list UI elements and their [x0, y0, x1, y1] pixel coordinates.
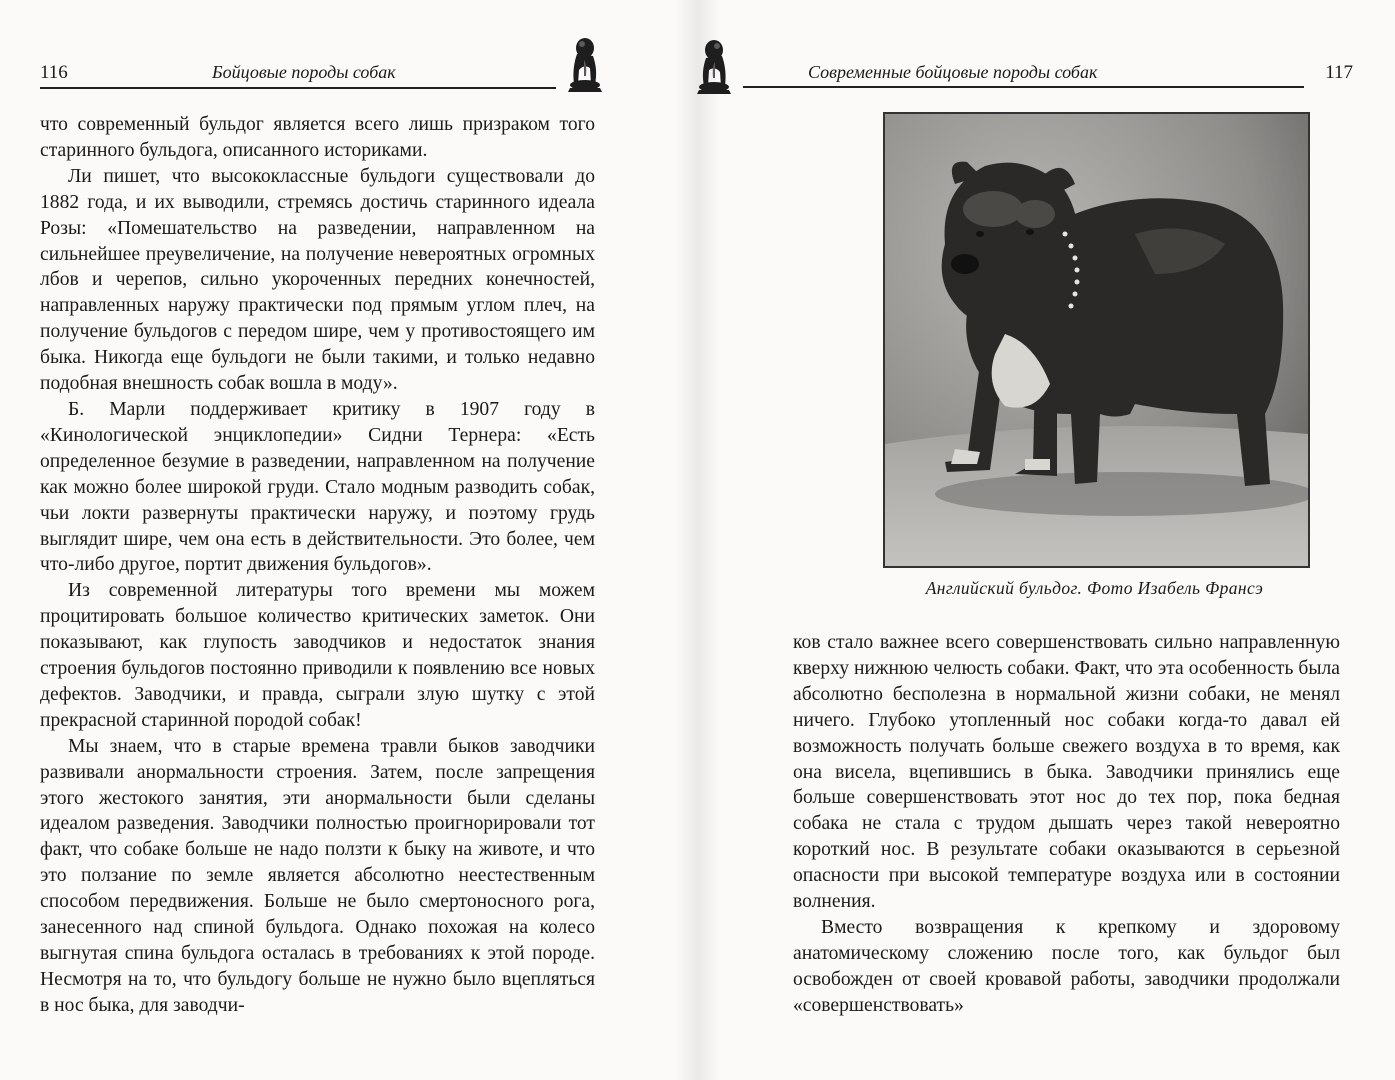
dog-statue-icon: [560, 34, 604, 94]
paragraph: ков стало важнее всего совершенствовать сильно направленную кверху нижнюю челюсть собаки. Факт, что эта особенность была абсолютно бесполезна в нормальной жизни собаки, не менял ничего. Глубоко утопленный нос собаки когда-то давал ей возможность получать больше свежего воздуха в то время, как она висела, вцепившись в быка. Заводчики принялись еще больше совершенствовать этот нос до тех пор, пока бедная собака не стала с трудом дышать через такой невероятно короткий нос. В результате собаки оказываются в серьезной опасности при высокой температуре воздуха или в состоянии волнения.: [793, 632, 1340, 913]
figure-caption: Английский бульдог. Фото Изабель Франсэ: [925, 578, 1264, 598]
paragraph: Мы знаем, что в старые времена травли быков заводчики развивали анормальности строения. Затем, после запрещения этого жестокого занятия, эти анормальности были сделаны идеалом разведения. Заводчики полностью проигнорировали тот факт, что собаке больше не надо ползти к быку на животе, и что это ползание по земле является абсолютно неестественным способом передвижения. Больше не было смертоносного рога, занесенного над спиной бульдога. Однако похожая на колесо выгнутая спина бульдога осталась в требованиях к этой породе. Несмотря на то, что бульдогу больше не нужно было вцепляться в нос быка, для заводчи-: [40, 735, 595, 1016]
paragraph: что современный бульдог является всего лишь призраком того старинного бульдога, описанного историками.: [40, 114, 595, 161]
left-body-text: [40, 112, 595, 1019]
paragraph: Из современной литературы того времени мы можем процитировать большое количество критических заметок. Они показывают, как глупость заводчиков и недостаток знания строения бульдогов постоянно приводили к появлению все новых дефектов. Заводчики, и правда, сыграли злую шутку с этой прекрасной старинной породой собак!: [40, 580, 595, 731]
right-body-text: [793, 630, 1340, 1019]
paragraph: Ли пишет, что высококлассные бульдоги существовали до 1882 года, и их выводили, стремясь достичь старинного идеала Розы: «Помешательство на разведении, направленном на сильнейшее преувеличение, на получение невероятных огромных лбов и черепов, сильно укороченных передних конечностей, направленных наружу практически под прямым углом плеч, на получение бульдогов с передом шире, чем у противостоящего им быка. Никогда еще бульдоги не были такими, и только недавно подобная внешность собак вошла в моду».: [40, 165, 595, 395]
left-running-title: Бойцовые породы собак: [212, 62, 396, 82]
right-page-header: [793, 40, 1353, 90]
left-page-number: 116: [40, 62, 68, 83]
left-header-rule: [40, 87, 556, 89]
right-page-number: 117: [1325, 62, 1353, 83]
bulldog-photo: [883, 112, 1310, 568]
paragraph: Вместо возвращения к крепкому и здоровому анатомическому сложению после того, как бульдог был освобожден от своей кровавой работы, заводчики продолжали «совершенствовать»: [793, 916, 1340, 1016]
dog-statue-icon: [695, 36, 739, 96]
right-running-title: Современные бойцовые породы собак: [808, 62, 1098, 82]
right-page: [697, 0, 1395, 1080]
left-page-header: [40, 40, 640, 90]
left-page: [0, 0, 697, 1080]
right-header-rule: [743, 86, 1304, 88]
paragraph: Б. Марли поддерживает критику в 1907 году в «Кинологической энциклопедии» Сидни Тернера: «Есть определенное безумие в разведении, направленном на получение как можно более широкой груди. Стало модным разводить собак, чьи локти развернуты практически наружу, и поэтому грудь выглядит шире, чем она есть в действительности. Это более, чем что-либо другое, портит движения бульдогов».: [40, 398, 595, 576]
